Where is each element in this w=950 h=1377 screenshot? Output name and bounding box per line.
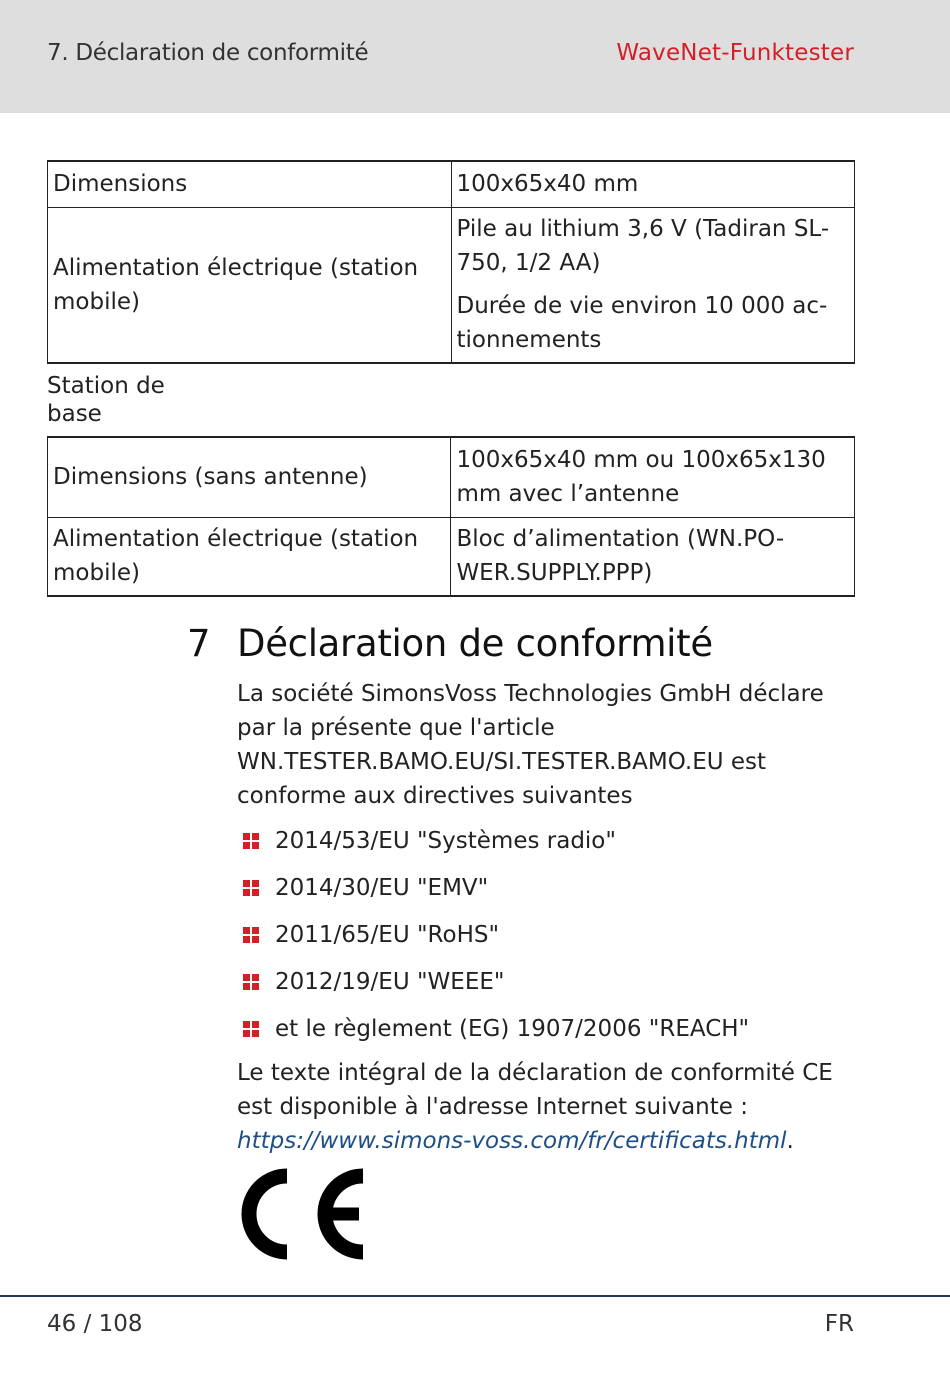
section-title: Déclaration de conformité: [237, 622, 713, 665]
list-item: [237, 965, 837, 1012]
spec-value-cell: [451, 207, 855, 363]
directive-text: 2014/53/EU "Systèmes radio": [275, 828, 616, 854]
ce-mark-logo: [237, 1167, 367, 1261]
footer-divider: [0, 1295, 950, 1297]
spec-label: Alimentation électrique (station mobile): [48, 207, 452, 363]
spec-label: Dimensions: [48, 161, 452, 207]
page-number: 46 / 108: [47, 1311, 143, 1337]
base-station-spec-table: [47, 436, 855, 597]
bullet-icon: [243, 880, 259, 896]
directives-list: [237, 824, 837, 1059]
outro-text: Le texte intégral de la déclaration de conformité CE est disponible à l'adresse Internet suivante :: [237, 1060, 833, 1120]
list-item: [237, 918, 837, 965]
conformity-intro: La société SimonsVoss Technologies GmbH déclare par la présente que l'article WN.TESTER.BAMO.EU/SI.TESTER.BAMO.EU est conforme aux directives suivantes: [237, 681, 824, 809]
language-code: FR: [824, 1311, 854, 1337]
spec-value: Pile au lithium 3,6 V (Tadiran SL-750, 1/2 AA): [456, 216, 830, 277]
page-header: [0, 0, 950, 113]
spec-value: 100x65x40 mm ou 100x65x130 mm avec l’antenne: [451, 437, 855, 517]
bullet-icon: [243, 927, 259, 943]
directive-text: 2014/30/EU "EMV": [275, 875, 489, 901]
spec-value: 100x65x40 mm: [451, 161, 855, 207]
spec-value: Bloc d’alimentation (WN.PO-WER.SUPPLY.PPP): [451, 517, 855, 596]
table-row: [48, 517, 855, 596]
station-base-label: Station de base: [47, 373, 165, 427]
list-item: [237, 871, 837, 918]
list-item: [237, 824, 837, 871]
bullet-icon: [243, 974, 259, 990]
directive-text: 2012/19/EU "WEEE": [275, 969, 505, 995]
conformity-outro: [237, 1056, 837, 1158]
directive-text: et le règlement (EG) 1907/2006 "REACH": [275, 1016, 750, 1042]
list-item: [237, 1012, 837, 1059]
directive-text: 2011/65/EU "RoHS": [275, 922, 500, 948]
mobile-station-spec-table: [47, 160, 855, 364]
table-row: [48, 161, 855, 207]
spec-value: Durée de vie environ 10 000 ac-tionnements: [456, 293, 828, 354]
table-row: [48, 207, 855, 363]
section-number: 7: [187, 622, 211, 665]
chapter-heading: 7. Déclaration de conformité: [47, 40, 369, 66]
product-name: WaveNet-Funktester: [616, 40, 854, 66]
spec-label: Alimentation électrique (station mobile): [48, 517, 451, 596]
table-row: [48, 437, 855, 517]
outro-end: .: [786, 1128, 794, 1154]
certificates-link[interactable]: https://www.simons-voss.com/fr/certificats.html: [237, 1128, 787, 1154]
bullet-icon: [243, 833, 259, 849]
spec-label: Dimensions (sans antenne): [48, 437, 451, 517]
bullet-icon: [243, 1021, 259, 1037]
